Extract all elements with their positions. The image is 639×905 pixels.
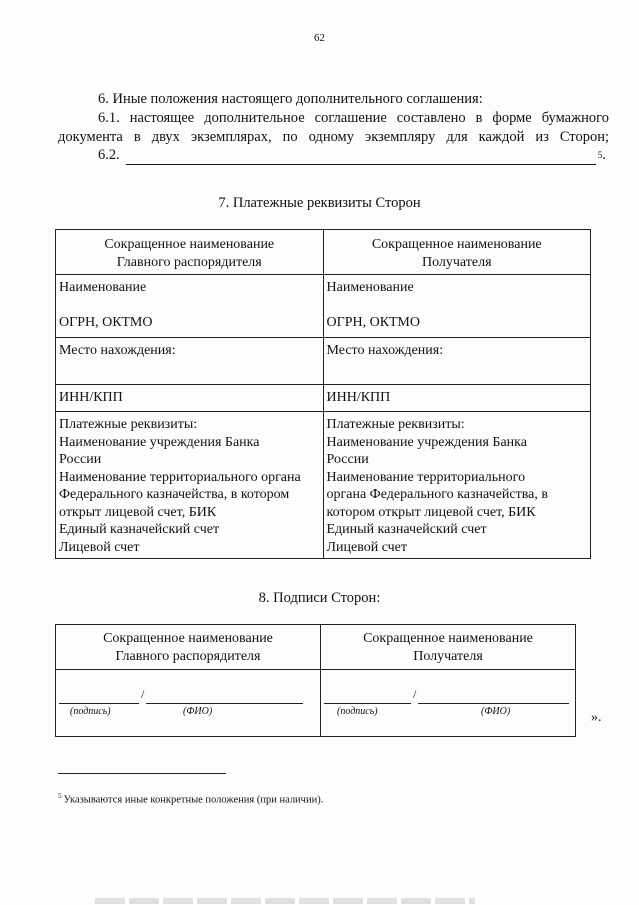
signatures-header-row <box>56 625 576 670</box>
name-cell-recipient <box>323 275 591 338</box>
name-blank <box>146 692 303 704</box>
name-blank <box>418 692 569 704</box>
section6-item2-number: 6.2. <box>98 147 120 163</box>
section6-item1-line2: документа в двух экземплярах, по одному экземпляру для каждой из Сторон; <box>58 129 609 145</box>
location-cell-recipient: Место нахождения: <box>323 338 591 385</box>
payment-line: Единый казначейский счет <box>59 522 220 537</box>
name-caption: (ФИО) <box>481 706 511 717</box>
name-cell-main <box>56 275 324 338</box>
bottom-scan-strip <box>95 898 475 904</box>
header-cell-main-manager <box>56 230 324 275</box>
payment-cell-main <box>56 412 324 559</box>
payment-line: органа Федерального казначейства, в <box>326 487 548 502</box>
payment-details-table <box>55 229 591 559</box>
section6-item1-line1: 6.1. настоящее дополнительное соглашение составлено в форме бумажного <box>98 110 609 126</box>
header-line: Сокращенное наименование <box>371 237 542 252</box>
table-row-inn <box>56 385 591 412</box>
section8-title: 8. Подписи Сторон: <box>258 590 381 606</box>
payment-line: России <box>326 452 369 467</box>
footnote-number: 5 <box>58 792 62 800</box>
payment-line: Наименование территориального <box>326 469 526 485</box>
table-row-name <box>56 275 591 338</box>
header-line: Сокращенное наименование <box>103 631 273 646</box>
table-header-row <box>56 230 591 275</box>
signature-line-main <box>59 686 303 704</box>
inn-cell-recipient: ИНН/КПП <box>323 385 591 412</box>
header-line: Получателя <box>421 254 492 270</box>
inn-cell-main: ИНН/КПП <box>56 385 324 412</box>
ogrn-label: ОГРН, ОКТМО <box>59 314 153 330</box>
payment-line: Федерального казначейства, в котором <box>59 487 290 502</box>
signatures-row <box>56 670 576 737</box>
header-cell-recipient <box>323 230 591 275</box>
name-label: Наименование <box>59 280 147 295</box>
signature-cell-recipient <box>321 670 576 737</box>
signature-blank <box>324 692 411 704</box>
payment-line: открыт лицевой счет, БИК <box>59 504 217 520</box>
section6-item2 <box>58 146 609 165</box>
table-row-payment <box>56 412 591 559</box>
section7-title: 7. Платежные реквизиты Сторон <box>218 195 421 211</box>
payment-line: Платежные реквизиты: <box>326 417 465 432</box>
payment-line: Лицевой счет <box>59 539 140 555</box>
payment-line: Единый казначейский счет <box>326 522 487 537</box>
header-line: Главного распорядителя <box>115 648 261 664</box>
payment-line: России <box>59 452 102 467</box>
header-line: Главного распорядителя <box>116 254 262 270</box>
header-line: Получателя <box>413 648 483 664</box>
payment-line: Платежные реквизиты: <box>59 417 198 432</box>
name-caption: (ФИО) <box>183 706 213 717</box>
payment-cell-recipient <box>323 412 591 559</box>
signature-blank <box>59 692 139 704</box>
signature-cell-main <box>56 670 321 737</box>
sig-header-main <box>56 625 321 670</box>
signature-caption: (подпись) <box>70 706 111 717</box>
page-number: 62 <box>314 32 325 44</box>
signatures-table <box>55 624 576 737</box>
payment-line: Наименование территориального органа <box>59 469 301 485</box>
footnote <box>58 792 323 806</box>
footnote-text: Указываются иные конкретные положения (при наличии). <box>63 794 324 806</box>
payment-line: Наименование учреждения Банка <box>59 434 260 450</box>
payment-line: Лицевой счет <box>326 539 408 555</box>
payment-line: котором открыт лицевой счет, БИК <box>326 504 536 520</box>
slash: / <box>141 687 145 701</box>
sig-header-recipient <box>321 625 576 670</box>
closing-quote: ». <box>591 710 602 725</box>
section6-item2-blank <box>126 150 596 165</box>
signature-caption: (подпись) <box>337 706 378 717</box>
name-label: Наименование <box>326 280 414 295</box>
section6-title: 6. Иные положения настоящего дополнительного соглашения: <box>98 91 483 107</box>
footnote-divider <box>58 773 226 774</box>
section6-item2-end: . <box>602 147 606 163</box>
ogrn-label: ОГРН, ОКТМО <box>326 314 420 330</box>
footnote-ref: 5 <box>597 150 603 160</box>
header-line: Сокращенное наименование <box>104 237 275 252</box>
table-row-location <box>56 338 591 385</box>
location-cell-main: Место нахождения: <box>56 338 324 385</box>
payment-line: Наименование учреждения Банка <box>326 434 527 450</box>
header-line: Сокращенное наименование <box>363 631 533 646</box>
slash: / <box>413 687 417 701</box>
signature-line-recipient <box>324 686 569 704</box>
